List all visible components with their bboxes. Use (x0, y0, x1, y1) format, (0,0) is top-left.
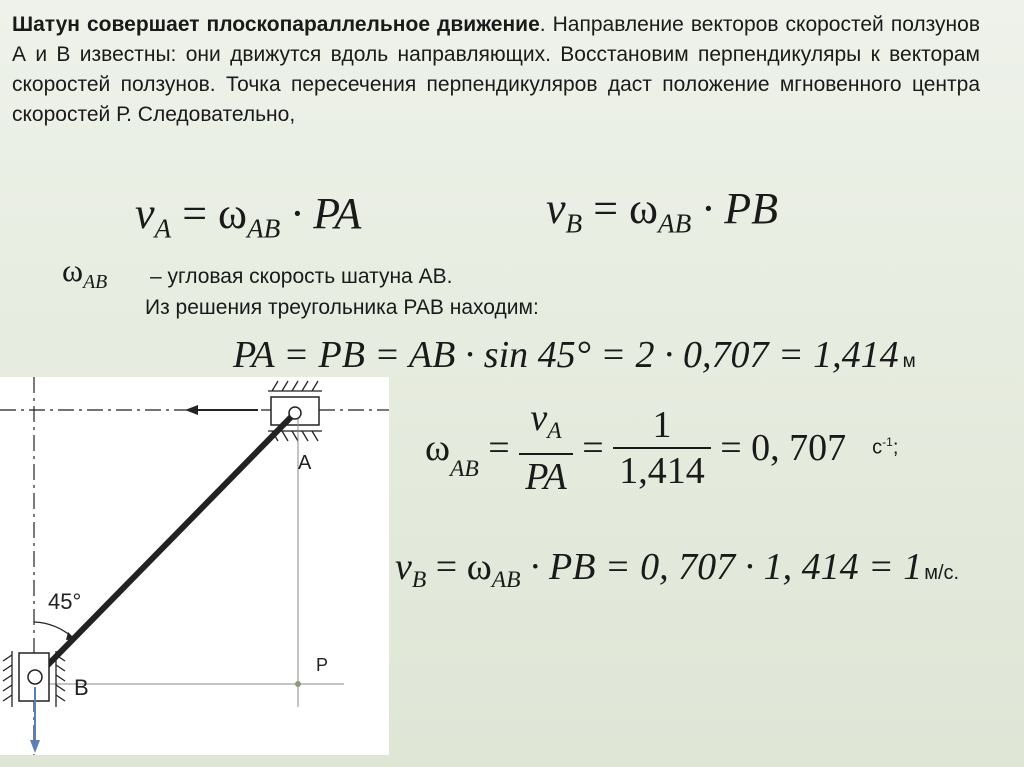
slider-b-support-left (3, 651, 12, 707)
velocity-arrow-a (185, 405, 258, 415)
intro-bold: Шатун совершает плоскопараллельное движение (12, 13, 540, 36)
fraction-1-1414: $\frac{1}{1,414}$ (613, 405, 711, 491)
pin-b (28, 670, 42, 684)
omega-unit: $с^{-1}$; (872, 435, 899, 459)
connecting-rod-ab (36, 414, 294, 677)
omega-symbol: $\omega_{AB}$ (62, 252, 108, 293)
omega-description: – угловая скорость шатуна АВ. (150, 265, 453, 288)
formula-pa: PA = PB = AB · sin 45° = 2 · 0,707 = 1,414 м (233, 334, 916, 376)
intro-text: . Направление векторов скоростей ползунов А и В известны: они движутся вдоль направляющих. Восстановим перпендикуляры к векторам скоростей ползунов. Точка пересечения перпендикуляров даст положение мгновенного центра скоростей Р. Следовательно, (12, 13, 980, 126)
formula-vb: $v_B = \omega_{AB}$ · PB (546, 184, 779, 239)
mechanism-diagram (0, 377, 389, 755)
pin-a (289, 407, 301, 419)
formula-omega: ω AB = $\frac{v_A}{PA}$ = $\frac{1}{1,414}$ = 0, 707 $с^{-1}$; (425, 397, 899, 499)
fraction-va-pa: $\frac{v_A}{PA}$ (519, 398, 573, 497)
triangle-text: Из решения треугольника РАВ находим: (145, 296, 539, 319)
formula-va: $v_A = \omega_{AB}$ · PA (135, 189, 362, 244)
point-p (295, 681, 301, 687)
label-a: A (298, 452, 312, 474)
intro-paragraph (12, 10, 980, 130)
angle-label: 45° (48, 589, 82, 614)
formula-vb-result: $v_B = \omega_{AB}$ · PB = 0, 707 · 1, 414 = 1 м/с. (395, 546, 960, 594)
slider-a-support-top (268, 381, 322, 391)
label-b: B (74, 675, 89, 700)
label-p: P (316, 655, 329, 675)
